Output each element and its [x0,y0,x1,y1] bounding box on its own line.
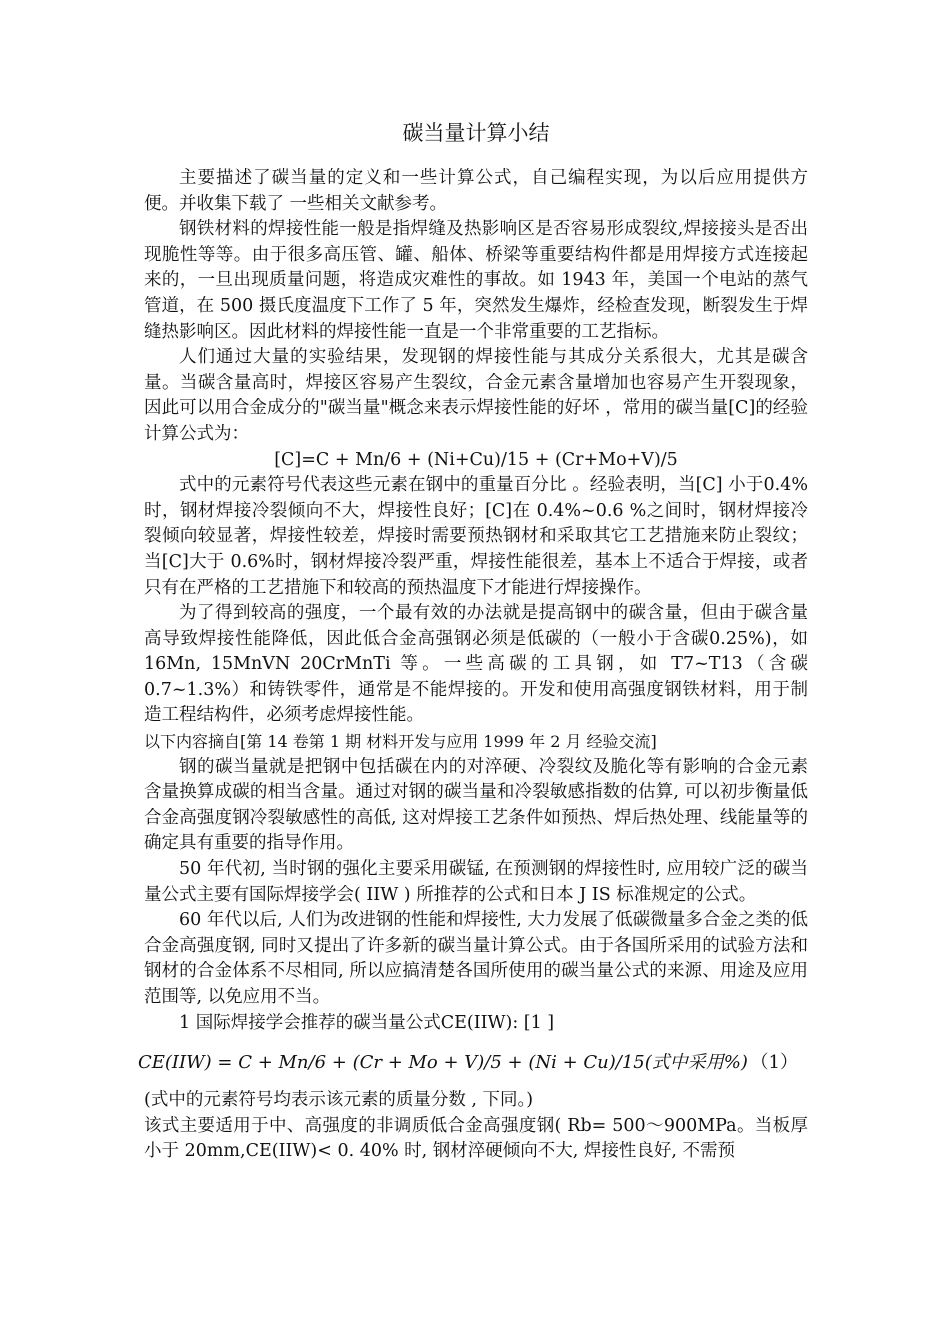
page-title: 碳当量计算小结 [402,121,550,145]
equation-number: （1） [750,1052,798,1074]
source-note: 以下内容摘自[第 14 卷第 1 期 材料开发与应用 1999 年 2 月 经验交流] [144,732,657,752]
paragraph-note: (式中的元素符号均表示该元素的质量分数 , 下同。) [144,1090,534,1111]
paragraph-intro: 主要描述了碳当量的定义和一些计算公式，自己编程实现，为以后应用提供方便。并收集下载了 一些相关文献参考。 [144,168,808,214]
paragraph-carbon-equivalent: 人们通过大量的实验结果，发现钢的焊接性能与其成分关系很大，尤其是碳含量。当碳含量高时，焊接区容易产生裂纹，合金元素含量增加也容易产生开裂现象，因此可以用合金成分的"碳当量"概念来表示焊接性能的好坏 ，常用的碳当量[C]的经验计算公式为： [144,347,808,444]
paragraph-application: 该式主要适用于中、高强度的非调质低合金高强度钢( Rb= 500～900MPa。当板厚小于 20mm,CE(IIW)< 0. 40% 时, 钢材淬硬倾向不大, 焊接性良好, 不需预 [144,1115,808,1162]
paragraph-weldability: 钢铁材料的焊接性能一般是指焊缝及热影响区是否容易形成裂纹,焊接接头是否出现脆性等等。由于很多高压管、罐、船体、桥梁等重要结构件都是用焊接方式连接起来的，一旦出现质量问题，将造成灾难性的事故。如 1943 年，美国一个电站的蒸气管道，在 500 摄氏度温度下工作了 5 年，突然发生爆炸，经检查发现，断裂发生于焊缝热影响区。因此材料的焊接性能一直是一个非常重要的工艺指标。 [144,219,808,342]
paragraph-low-carbon-steel: 为了得到较高的强度，一个最有效的办法就是提高钢中的碳含量，但由于碳含量高导致焊接性能降低，因此低合金高强钢必须是低碳的（一般小于含碳0.25%)，如 16Mn, 15MnVN 20CrMnTi 等。一些高碳的工具钢，如 T7~T13（含碳 0.7~1.3%）和铸铁零件，通常是不能焊接的。开发和使用高强度钢铁材料，用于制造工程结构件，必须考虑焊接性能。 [144,603,808,726]
section-heading-iiw: 1 国际焊接学会推荐的碳当量公式CE(IIW): [1 ] [179,1012,555,1033]
formula-iiw-row [138,1044,808,1082]
paragraph-1950s: 50 年代初, 当时钢的强化主要采用碳锰, 在预测钢的焊接性时, 应用较广泛的碳当量公式主要有国际焊接学会( IIW ) 所推荐的公式和日本 J IS 标准规定的公式。 [144,859,808,905]
formula-iiw: CE(IIW) = C + Mn/6 + (Cr + Mo + V)/5 + (Ni + Cu)/15(式中采用%) [138,1052,748,1074]
paragraph-thresholds: 式中的元素符号代表这些元素在钢中的重量百分比 。经验表明，当[C] 小于0.4% 时，钢材焊接冷裂倾向不大，焊接性良好；[C]在 0.4%~0.6 %之间时，钢材焊接冷裂倾向较显著，焊接性较差，焊接时需要预热钢材和采取其它工艺措施来防止裂纹；当[C]大于 0.6%时，钢材焊接冷裂严重，焊接性能很差，基本上不适合于焊接，或者只有在严格的工艺措施下和较高的预热温度下才能进行焊接操作。 [144,475,808,598]
formula-carbon-equivalent: [C]=C + Mn/6 + (Ni+Cu)/15 + (Cr+Mo+V)/5 [274,449,678,470]
paragraph-definition: 钢的碳当量就是把钢中包括碳在内的对淬硬、冷裂纹及脆化等有影响的合金元素含量换算成碳的相当含量。通过对钢的碳当量和冷裂敏感指数的估算, 可以初步衡量低合金高强度钢冷裂敏感性的高低, 这对焊接工艺条件如预热、焊后热处理、线能量等的确定具有重要的指导作用。 [144,756,808,854]
paragraph-1960s: 60 年代以后, 人们为改进钢的性能和焊接性, 大力发展了低碳微量多合金之类的低合金高强度钢, 同时又提出了许多新的碳当量计算公式。由于各国所采用的试验方法和钢材的合金体系不尽相同, 所以应搞清楚各国所使用的碳当量公式的来源、用途及应用范围等, 以免应用不当。 [144,910,808,1007]
